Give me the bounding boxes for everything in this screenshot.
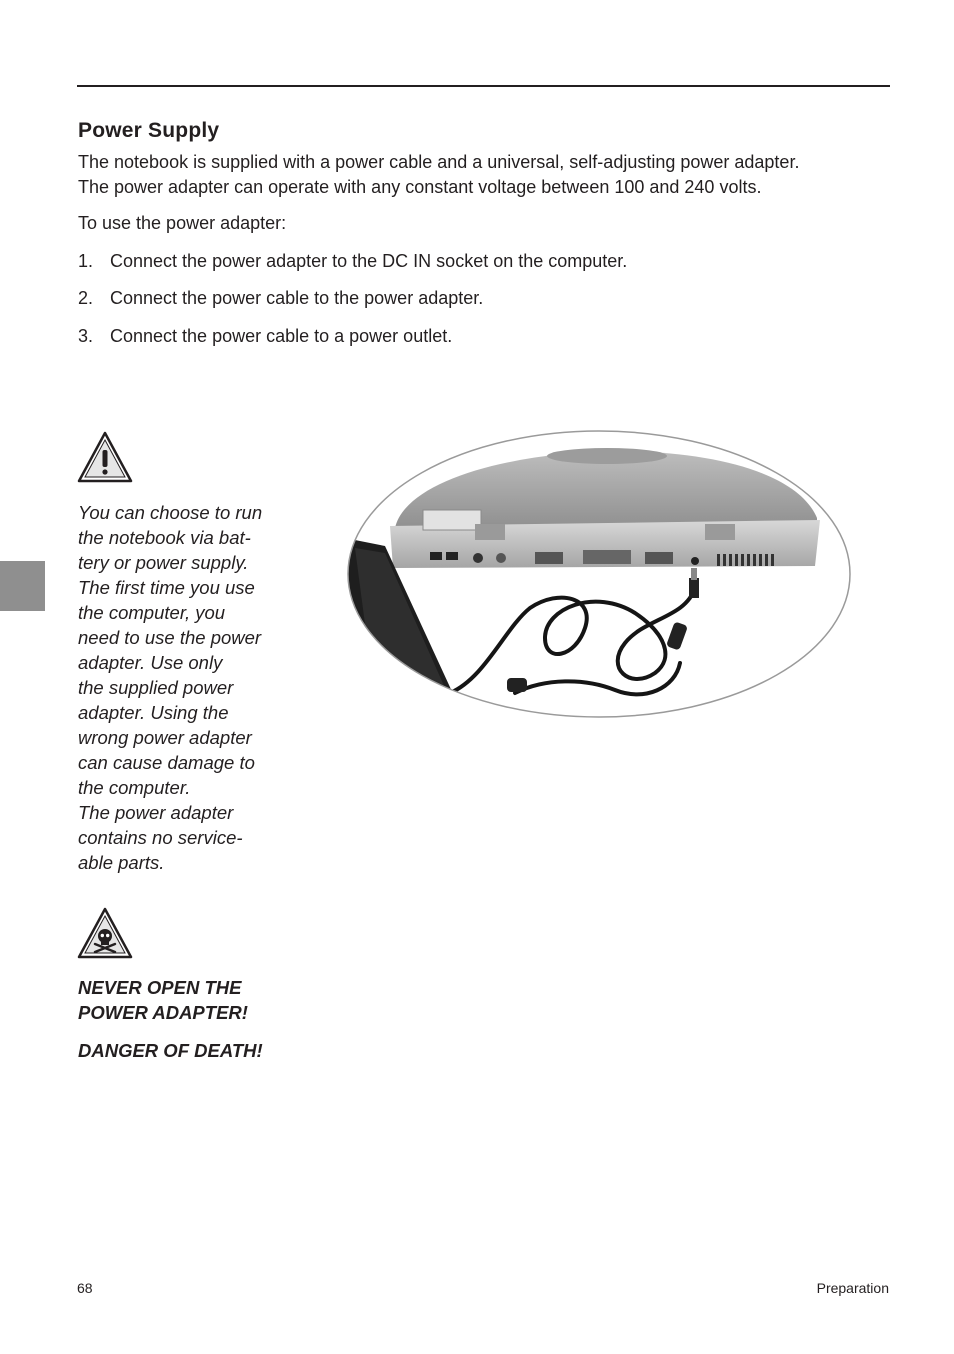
intro-paragraph: [78, 150, 898, 200]
caution-line: able parts.: [78, 852, 165, 873]
step-item: [78, 286, 483, 311]
step-item: [78, 249, 627, 274]
chapter-name: Preparation: [816, 1280, 889, 1296]
step-text: Connect the power cable to a power outlet.: [110, 326, 453, 346]
caution-line: adapter. Using the: [78, 702, 229, 723]
step-number: 3.: [78, 326, 94, 346]
step-number: 2.: [78, 288, 94, 308]
notebook-power-adapter-photo: [345, 428, 853, 720]
intro-line: The power adapter can operate with any constant voltage between 100 and 240 volts.: [78, 177, 762, 197]
caution-line: can cause damage to: [78, 752, 255, 773]
step-text: Connect the power adapter to the DC IN socket on the computer.: [110, 251, 628, 271]
caution-line: adapter. Use only: [78, 652, 223, 673]
caution-line: the supplied power: [78, 677, 234, 698]
caution-line: contains no service-: [78, 827, 243, 848]
caution-line: tery or power supply.: [78, 552, 249, 573]
caution-line: the computer, you: [78, 602, 226, 623]
section-title: Power Supply: [78, 119, 220, 142]
danger-line: NEVER OPEN THE: [78, 977, 242, 998]
caution-note: [78, 500, 308, 875]
caution-line: The power adapter: [78, 802, 234, 823]
header-rule: [77, 85, 890, 87]
warning-triangle-icon: [76, 430, 134, 484]
lead-text: To use the power adapter:: [78, 213, 287, 233]
caution-line: wrong power adapter: [78, 727, 252, 748]
caution-line: the computer.: [78, 777, 191, 798]
danger-warning: [78, 975, 318, 1025]
caution-line: You can choose to run: [78, 502, 263, 523]
intro-line: The notebook is supplied with a power cable and a universal, self-adjusting power adapter.: [78, 152, 800, 172]
skull-triangle-icon: [76, 906, 134, 960]
danger-line: POWER ADAPTER!: [78, 1002, 248, 1023]
step-number: 1.: [78, 251, 94, 271]
danger-of-death: DANGER OF DEATH!: [78, 1040, 263, 1061]
step-item: [78, 324, 452, 349]
step-text: Connect the power cable to the power adapter.: [110, 288, 484, 308]
caution-line: the notebook via bat-: [78, 527, 251, 548]
page-number: 68: [77, 1280, 93, 1296]
chapter-tab-marker: [0, 561, 45, 611]
caution-line: need to use the power: [78, 627, 262, 648]
caution-line: The first time you use: [78, 577, 255, 598]
